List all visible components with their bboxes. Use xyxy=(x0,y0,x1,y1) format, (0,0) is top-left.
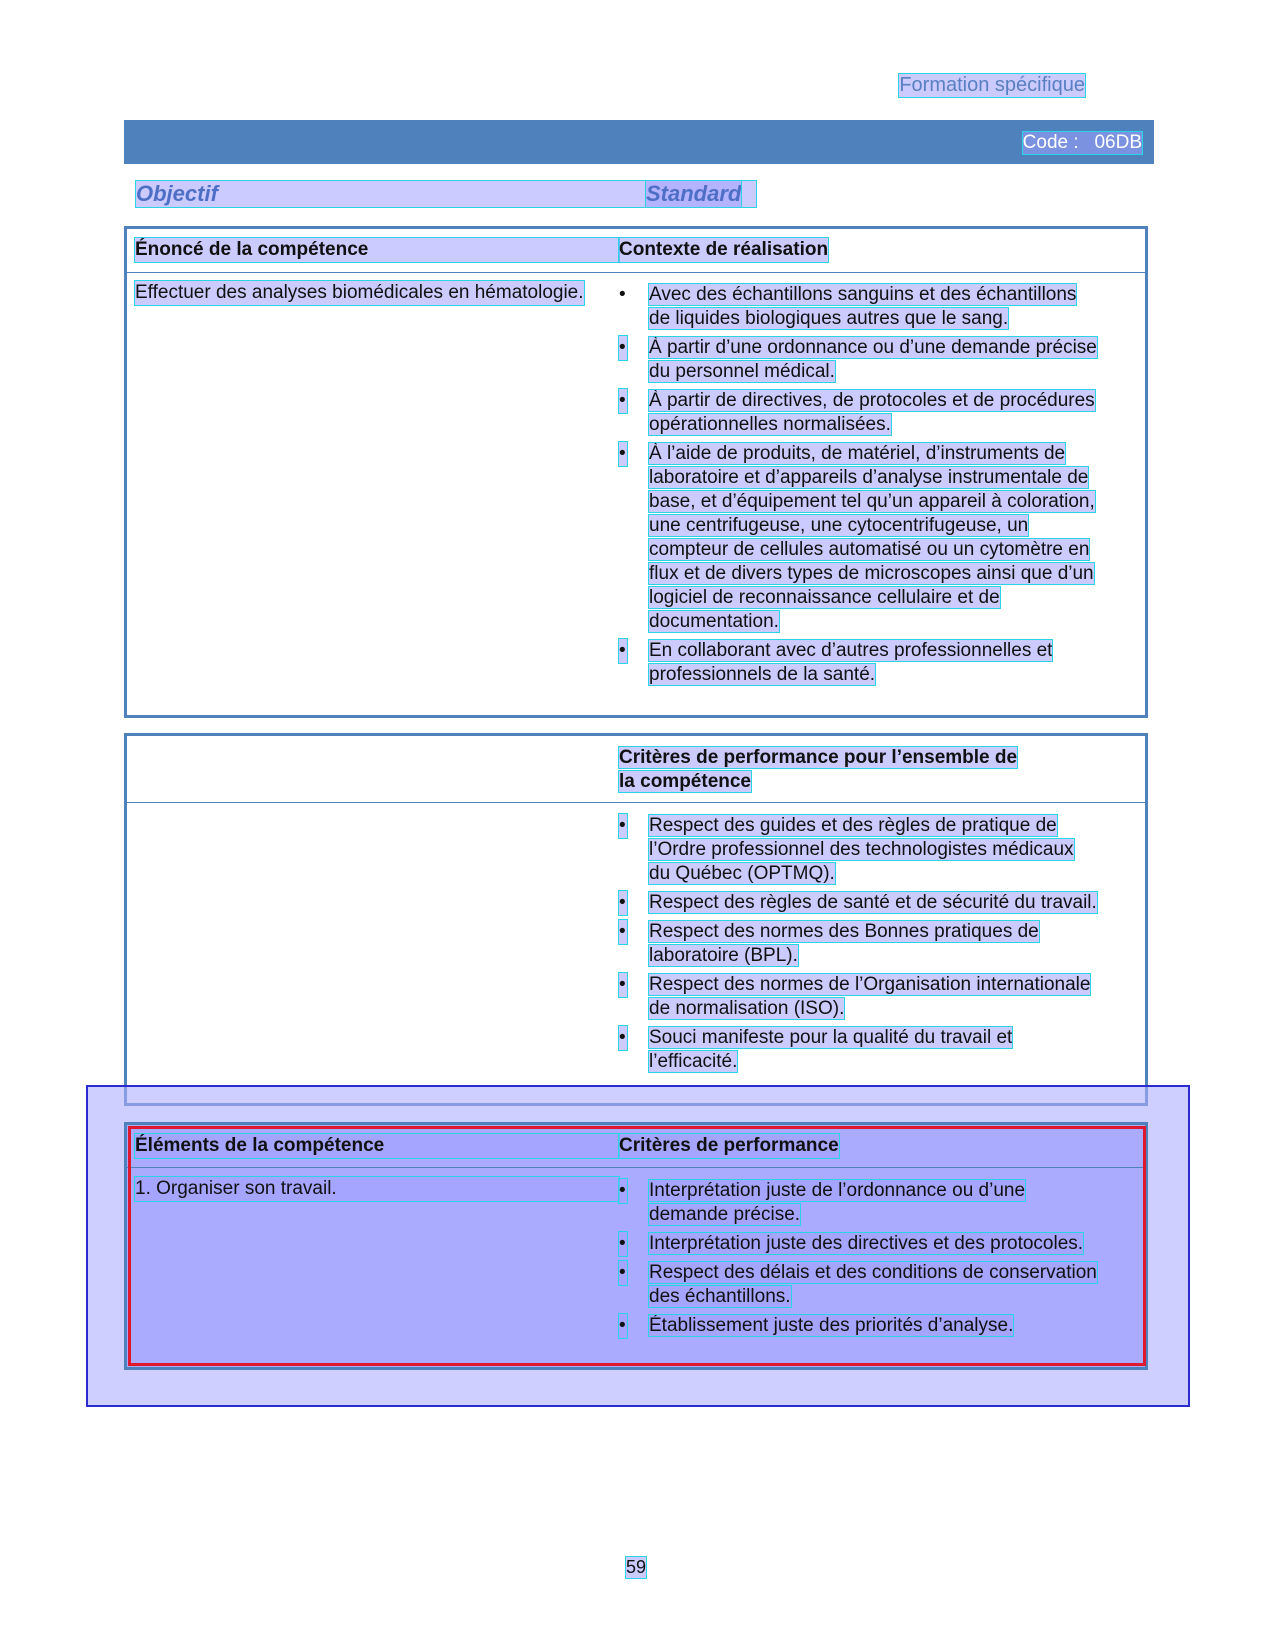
bullet-icon xyxy=(619,891,627,915)
list-item: • Avec des échantillons sanguins et des échantillons de liquides biologiques autres que le sang. xyxy=(619,283,1097,331)
bullet-icon xyxy=(619,389,627,413)
bullet-icon xyxy=(619,814,627,838)
list-item: • Souci manifeste pour la qualité du travail et l’efficacité. xyxy=(619,1026,1097,1074)
section-title: Formation spécifique xyxy=(899,74,1085,96)
elements-heading: Éléments de la compétence xyxy=(135,1134,619,1158)
bullet-icon xyxy=(619,973,627,997)
overall-criteria-table xyxy=(124,733,1148,1106)
overall-criteria-list xyxy=(619,814,1097,1079)
page-number: 59 xyxy=(626,1557,647,1577)
list-item: • Respect des guides et des règles de pratique de l’Ordre professionnel des technologistes médicaux du Québec (OPTMQ). xyxy=(619,814,1097,886)
list-item: • Respect des règles de santé et de sécurité du travail. xyxy=(619,891,1097,915)
standard-heading: Standard xyxy=(646,181,742,206)
list-item: • Interprétation juste des directives et des protocoles. xyxy=(619,1232,1097,1256)
list-item: • En collaborant avec d’autres professionnelles et professionnels de la santé. xyxy=(619,639,1097,687)
list-item: • Respect des normes de l’Organisation internationale de normalisation (ISO). xyxy=(619,973,1097,1021)
list-item: • Respect des délais et des conditions de conservation des échantillons. xyxy=(619,1261,1097,1309)
list-item: • À partir d’une ordonnance ou d’une demande précise du personnel médical. xyxy=(619,336,1097,384)
header-divider xyxy=(127,802,1145,803)
bullet-icon xyxy=(619,336,627,360)
selection-focus-box xyxy=(128,1126,1146,1366)
competence-statement-heading: Énoncé de la compétence xyxy=(135,238,619,262)
code-bar xyxy=(124,120,1154,164)
list-item: • Respect des normes des Bonnes pratiques de laboratoire (BPL). xyxy=(619,920,1097,968)
competence-table xyxy=(124,226,1148,718)
list-item: • À partir de directives, de protocoles et de procédures opérationnelles normalisées. xyxy=(619,389,1097,437)
header-divider xyxy=(127,272,1145,273)
program-code: Code : 06DB xyxy=(1022,132,1142,153)
element-item: 1. Organiser son travail. xyxy=(135,1177,619,1201)
list-item: • Établissement juste des priorités d’analyse. xyxy=(619,1314,1097,1338)
context-heading: Contexte de réalisation xyxy=(619,239,829,260)
bullet-icon xyxy=(619,283,627,307)
performance-criteria-heading: Critères de performance xyxy=(619,1135,839,1156)
list-item: • À l’aide de produits, de matériel, d’instruments de laboratoire et d’appareils d’analyse instrumentale de base, et d’équipement tel qu’un appareil à coloration, une centrifugeuse, une cytocentrifugeuse, un compteur de cellules automatisé ou un cytomètre en flux et de divers types de microscopes ainsi que d’un logiciel de reconnaissance cellulaire et de documentation. xyxy=(619,442,1097,634)
bullet-icon xyxy=(619,639,627,663)
objectif-heading: Objectif xyxy=(136,181,756,207)
bullet-icon xyxy=(619,442,627,466)
list-item: • Interprétation juste de l’ordonnance ou d’une demande précise. xyxy=(619,1179,1097,1227)
bullet-icon xyxy=(619,920,627,944)
context-list xyxy=(619,283,1097,692)
competence-statement: Effectuer des analyses biomédicales en hématologie. xyxy=(135,282,584,303)
bullet-icon xyxy=(619,1026,627,1050)
overall-criteria-heading: Critères de performance pour l’ensemble de la compétence xyxy=(619,747,1018,792)
